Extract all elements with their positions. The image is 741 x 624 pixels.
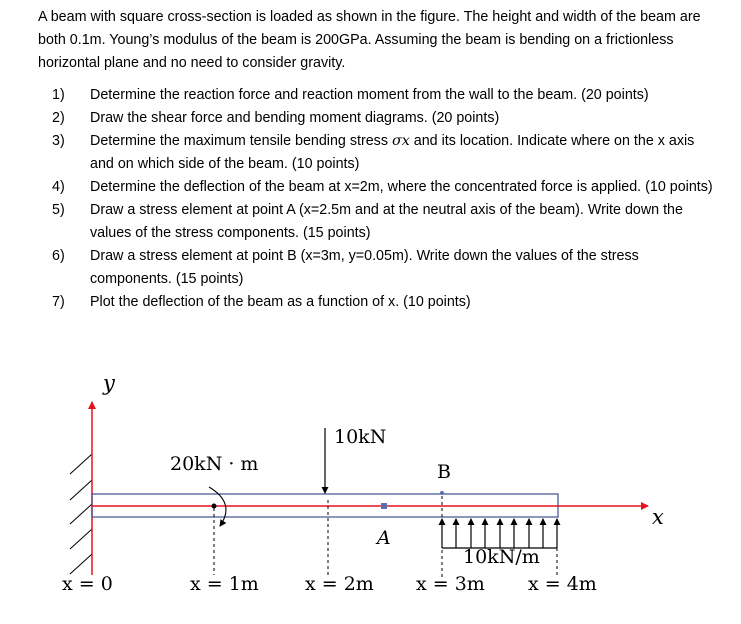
question-text: Plot the deflection of the beam as a function of x. (10 points): [90, 294, 471, 310]
y-axis-label: y: [103, 371, 115, 395]
question-item: [52, 107, 722, 130]
point-a-marker: [381, 503, 387, 509]
position-label-x2: x = 2m: [305, 573, 374, 595]
position-label-x1: x = 1m: [190, 573, 259, 595]
question-text-post: and its location. Indicate where on the x axis and on which side of the beam. (10 points): [90, 133, 695, 172]
sigma-x-symbol: σx: [391, 133, 410, 149]
problem-intro: A beam with square cross-section is loaded as shown in the figure. The height and width of the beam are both 0.1m. Young’s modulus of the beam is 200GPa. Assuming the beam is bending on a frictionless horizontal plane and no need to consider gravity.: [38, 9, 701, 71]
question-item: [52, 84, 722, 107]
question-item: [52, 130, 722, 176]
question-number: 4): [52, 179, 65, 195]
x-axis-label: x: [652, 505, 664, 529]
moment-label: 20kN · m: [170, 453, 259, 475]
position-label-x4: x = 4m: [528, 573, 597, 595]
question-item: [52, 291, 722, 314]
point-a-label: A: [377, 527, 391, 549]
question-item: [52, 245, 722, 291]
question-number: 1): [52, 87, 65, 103]
question-list: [52, 84, 722, 314]
question-text: Draw a stress element at point A (x=2.5m and at the neutral axis of the beam). Write down the values of the stress components. (15 points): [90, 202, 683, 241]
position-label-x3: x = 3m: [416, 573, 485, 595]
wall-hatch: [70, 454, 92, 574]
moment-point: [212, 504, 217, 509]
question-item: [52, 176, 722, 199]
question-number: 3): [52, 133, 65, 149]
question-number: 7): [52, 294, 65, 310]
question-number: 2): [52, 110, 65, 126]
beam-figure: [0, 360, 741, 624]
distributed-load-label: 10kN/m: [463, 546, 540, 568]
question-text: Determine the reaction force and reaction moment from the wall to the beam. (20 points): [90, 87, 649, 103]
question-text: Draw a stress element at point B (x=3m, y=0.05m). Write down the values of the stress components. (15 points): [90, 248, 639, 287]
question-text-pre: Determine the maximum tensile bending stress: [90, 133, 392, 149]
point-b-marker: [440, 491, 444, 495]
position-label-x0: x = 0: [62, 573, 113, 595]
question-text: Draw the shear force and bending moment diagrams. (20 points): [90, 110, 500, 126]
point-b-label: B: [437, 461, 451, 483]
question-number: 5): [52, 202, 65, 218]
force-label: 10kN: [334, 426, 387, 448]
question-item: [52, 199, 722, 245]
distributed-load-arrows: [442, 519, 557, 548]
question-text: Determine the deflection of the beam at x=2m, where the concentrated force is applied. (10 points): [90, 179, 713, 195]
question-number: 6): [52, 248, 65, 264]
